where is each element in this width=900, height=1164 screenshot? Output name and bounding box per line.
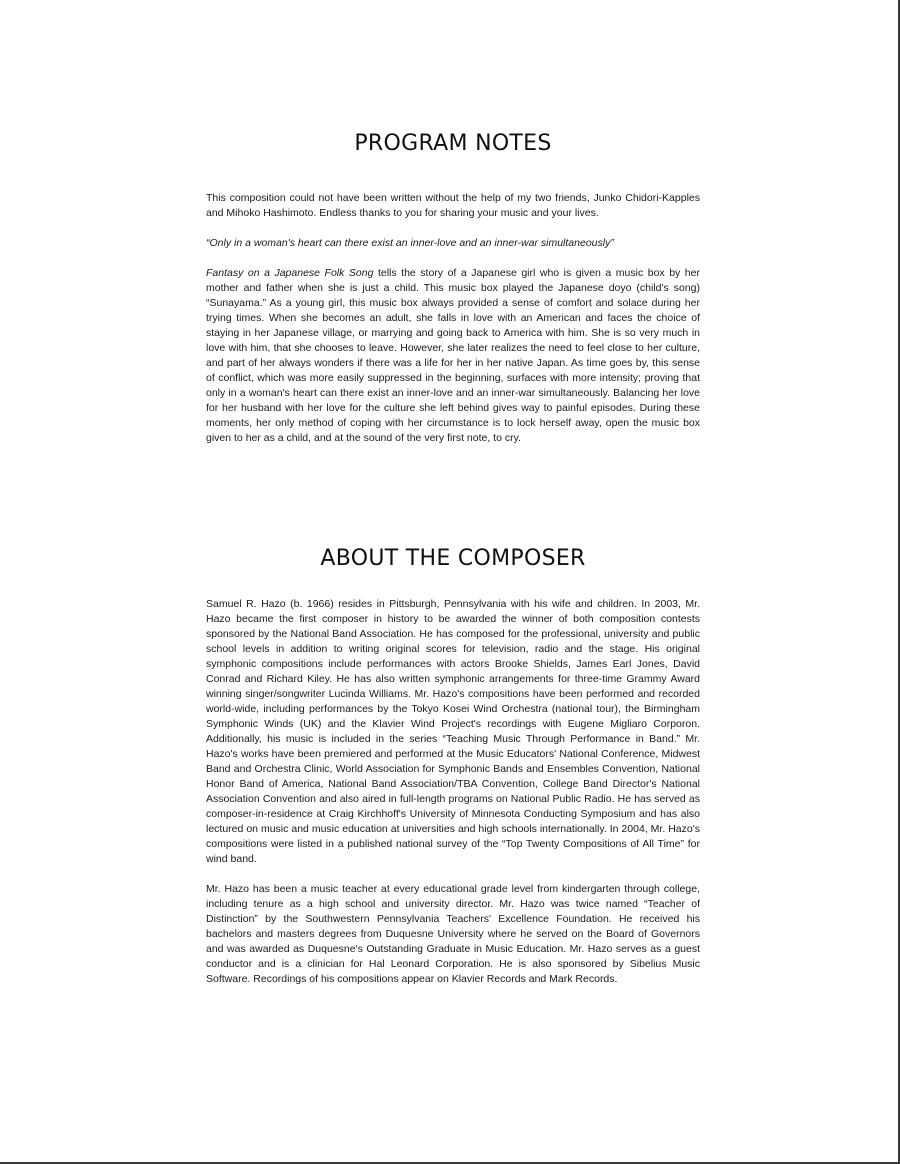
program-notes-section-header: [206, 131, 700, 156]
about-composer-body: [206, 597, 700, 987]
work-title: Fantasy on a Japanese Folk Song: [206, 267, 374, 279]
program-notes-story-text: tells the story of a Japanese girl who is given a music box by her mother and father when she is just a child. This music box played the Japanese doyo (child's song) “Sunayama.” As a young girl, this music box always provided a sense of comfort and solace during her trying times. When she becomes an adult, she falls in love with an American and faces the choice of staying in her Japanese village, or marrying and going back to America with him. She is so very much in love with him, that she chooses to leave. However, she later realizes the need to feel close to her culture, and part of her always wonders if there was a life for her in her native Japan. As time goes by, this sense of conflict, which was more easily suppressed in the beginning, surfaces with more intensity; proving that only in a woman's heart can there exist an inner-love and an inner-war simultaneously. Balancing her love for her husband with her love for the culture she left behind gives way to painful episodes. During these moments, her only method of coping with her circumstance is to lock herself away, open the music box given to her as a child, and at the sound of the very first note, to cry.: [206, 267, 700, 444]
program-notes-story: [206, 266, 700, 446]
about-composer-heading: ABOUT THE COMPOSER: [320, 546, 586, 571]
composer-bio-paragraph-1: Samuel R. Hazo (b. 1966) resides in Pittsburgh, Pennsylvania with his wife and children. In 2003, Mr. Hazo became the first composer in history to be awarded the winner of both composition contests sponsored by the National Band Association. He has composed for the professional, university and public school levels in addition to writing original scores for television, radio and the stage. His original symphonic compositions include performances with actors Brooke Shields, James Earl Jones, David Conrad and Richard Kiley. He has also written symphonic arrangements for three-time Grammy Award winning singer/songwriter Lucinda Williams. Mr. Hazo's compositions have been performed and recorded world-wide, including performances by the Tokyo Kosei Wind Orchestra (national tour), the Birmingham Symphonic Winds (UK) and the Klavier Wind Project's recordings with Eugene Migliaro Corporon. Additionally, his music is included in the series “Teaching Music Through Performance in Band.” Mr. Hazo's works have been premiered and performed at the Music Educators' National Conference, Midwest Band and Orchestra Clinic, World Association for Symphonic Bands and Ensembles Convention, National Honor Band of America, National Band Association/TBA Convention, College Band Director's National Association Convention and also aired in full-length programs on National Public Radio. He has served as composer-in-residence at Craig Kirchhoff's University of Minnesota Conducting Symposium and has also lectured on music and music education at universities and high schools internationally. In 2004, Mr. Hazo's compositions were listed in a published national survey of the “Top Twenty Compositions of All Time” for wind band.: [206, 598, 700, 865]
composer-bio-paragraph-2: Mr. Hazo has been a music teacher at every educational grade level from kindergarten through college, including tenure as a high school and university director. Mr. Hazo was twice named “Teacher of Distinction” by the Southwestern Pennsylvania Teachers' Excellence Foundation. He received his bachelors and masters degrees from Duquesne University where he served on the Board of Governors and was awarded as Duquesne's Outstanding Graduate in Music Education. Mr. Hazo serves as a guest conductor and is a clinician for Hal Leonard Corporation. He is also sponsored by Sibelius Music Software. Recordings of his compositions appear on Klavier Records and Mark Records.: [206, 883, 700, 985]
program-notes-body: [206, 191, 700, 446]
program-notes-intro: This composition could not have been written without the help of my two friends, Junko Chidori-Kapples and Mihoko Hashimoto. Endless thanks to you for sharing your music and your lives.: [206, 192, 700, 219]
about-composer-section-header: [206, 546, 700, 571]
program-notes-quote: “Only in a woman's heart can there exist an inner-love and an inner-war simultaneously”: [206, 237, 614, 249]
program-notes-heading: PROGRAM NOTES: [354, 131, 552, 156]
paragraph-gap: [206, 867, 700, 882]
paragraph-gap: [206, 221, 700, 236]
paragraph-gap: [206, 251, 700, 266]
